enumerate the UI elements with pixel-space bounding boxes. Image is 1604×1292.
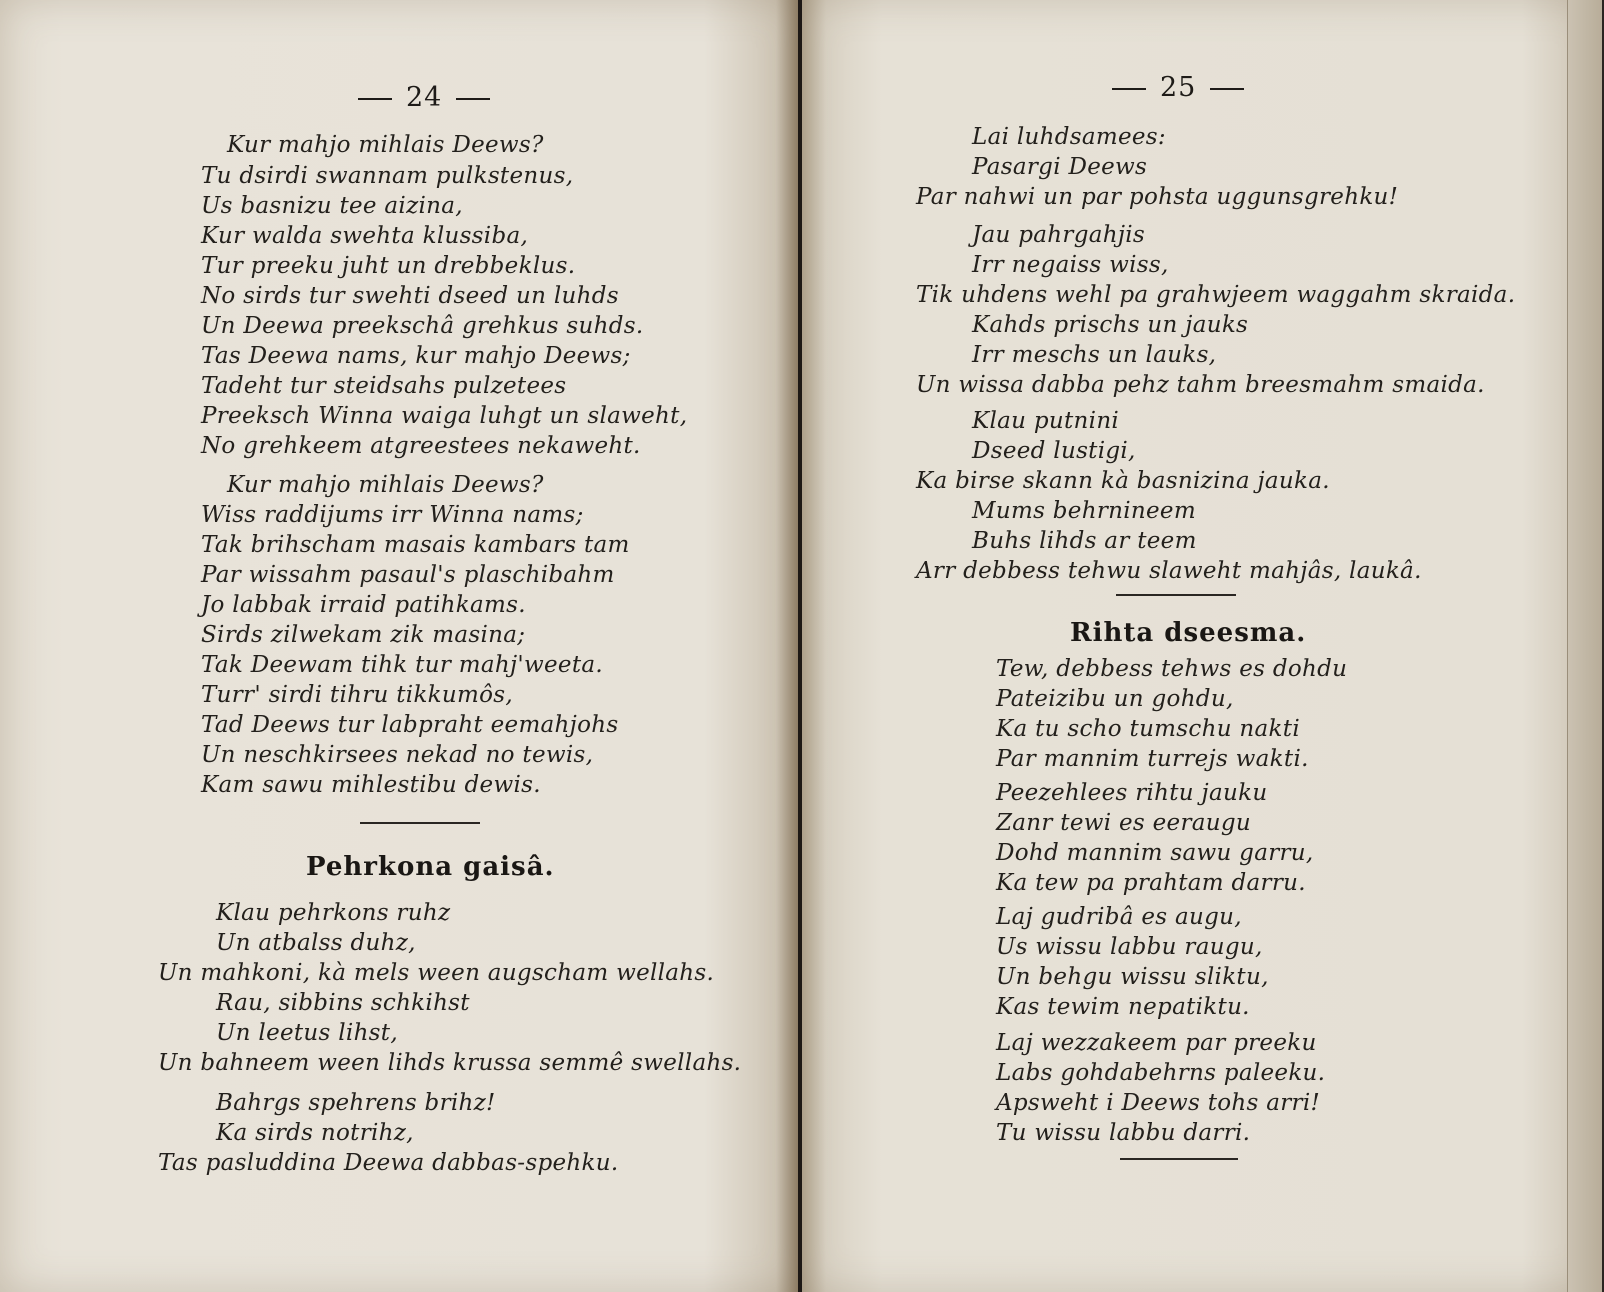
left-page xyxy=(0,0,801,1292)
verse-line: Kur mahjo mihlais Deews? xyxy=(227,472,544,498)
verse-line: Kahds prischs un jauks xyxy=(972,312,1249,338)
verse-line: Par nahwi un par pohsta uggunsgrehku! xyxy=(916,184,1399,210)
verse-line: Dohd mannim sawu garru, xyxy=(996,840,1314,866)
verse-line: No sirds tur swehti dseed un luhds xyxy=(201,283,619,309)
verse-line: Peezehlees rihtu jauku xyxy=(996,780,1268,806)
verse-line: Jau pahrgahjis xyxy=(972,222,1146,248)
right-page-number: 25 xyxy=(1098,72,1258,103)
verse-line: Rau, sibbins schkihst xyxy=(216,990,470,1016)
verse-line: Bahrgs spehrens brihz! xyxy=(216,1090,496,1116)
verse-line: Laj gudribâ es augu, xyxy=(996,904,1242,930)
verse-line: Kam sawu mihlestibu dewis. xyxy=(201,772,541,798)
verse-line: Zanr tewi es eeraugu xyxy=(996,810,1252,836)
section-divider xyxy=(1120,1158,1238,1160)
verse-line: Lai luhdsamees: xyxy=(972,124,1166,150)
verse-line: Un atbalss duhz, xyxy=(216,930,416,956)
verse-line: Buhs lihds ar teem xyxy=(972,528,1197,554)
verse-line: Laj wezzakeem par preeku xyxy=(996,1030,1317,1056)
verse-line: Un behgu wissu sliktu, xyxy=(996,964,1269,990)
verse-line: Apsweht i Deews tohs arri! xyxy=(996,1090,1321,1116)
verse-line: Klau pehrkons ruhz xyxy=(216,900,451,926)
section-divider xyxy=(360,822,480,824)
verse-line: Tad Deews tur labpraht eemahjohs xyxy=(201,712,619,738)
verse-line: Tik uhdens wehl pa grahwjeem waggahm skraida. xyxy=(916,282,1516,308)
verse-line: Tew, debbess tehws es dohdu xyxy=(996,656,1348,682)
verse-line: Pateizibu un gohdu, xyxy=(996,686,1234,712)
verse-line: Tu dsirdi swannam pulkstenus, xyxy=(201,163,574,189)
verse-line: Mums behrnineem xyxy=(972,498,1196,524)
verse-line: Tak Deewam tihk tur mahj'weeta. xyxy=(201,652,603,678)
verse-line: Dseed lustigi, xyxy=(972,438,1136,464)
verse-line: Kur walda swehta klussiba, xyxy=(201,223,529,249)
verse-line: Tadeht tur steidsahs pulzetees xyxy=(201,373,567,399)
verse-line: Tas Deewa nams, kur mahjo Deews; xyxy=(201,343,631,369)
left-page-number: 24 xyxy=(344,82,504,113)
verse-line: Un Deewa preekschâ grehkus suhds. xyxy=(201,313,644,339)
poem-title: Rihta dseesma. xyxy=(1070,618,1307,648)
verse-line: Tur preeku juht un drebbeklus. xyxy=(201,253,576,279)
verse-line: Jo labbak irraid patihkams. xyxy=(201,592,526,618)
verse-line: Un mahkoni, kà mels ween augscham wellahs. xyxy=(158,960,715,986)
verse-line: No grehkeem atgreestees nekaweht. xyxy=(201,433,641,459)
page-edge-stack xyxy=(1567,0,1602,1292)
verse-line: Pasargi Deews xyxy=(972,154,1148,180)
verse-line: Us basnizu tee aizina, xyxy=(201,193,463,219)
verse-line: Par mannim turrejs wakti. xyxy=(996,746,1309,772)
right-page xyxy=(802,0,1602,1292)
verse-line: Ka tew pa prahtam darru. xyxy=(996,870,1306,896)
verse-line: Preeksch Winna waiga luhgt un slaweht, xyxy=(201,403,688,429)
verse-line: Kur mahjo mihlais Deews? xyxy=(227,132,544,158)
verse-line: Arr debbess tehwu slaweht mahjâs, laukâ. xyxy=(916,558,1422,584)
verse-line: Tak brihscham masais kambars tam xyxy=(201,532,630,558)
verse-line: Ka birse skann kà basnizina jauka. xyxy=(916,468,1330,494)
verse-line: Us wissu labbu raugu, xyxy=(996,934,1263,960)
verse-line: Klau putnini xyxy=(972,408,1120,434)
poem-title: Pehrkona gaisâ. xyxy=(306,852,555,882)
verse-line: Tas pasluddina Deewa dabbas-spehku. xyxy=(158,1150,619,1176)
verse-line: Irr negaiss wiss, xyxy=(972,252,1169,278)
verse-line: Turr' sirdi tihru tikkumôs, xyxy=(201,682,514,708)
section-divider xyxy=(1116,594,1236,596)
verse-line: Tu wissu labbu darri. xyxy=(996,1120,1251,1146)
verse-line: Ka sirds notrihz, xyxy=(216,1120,414,1146)
verse-line: Ka tu scho tumschu nakti xyxy=(996,716,1300,742)
verse-line: Par wissahm pasaul's plaschibahm xyxy=(201,562,615,588)
verse-line: Un wissa dabba pehz tahm breesmahm smaida. xyxy=(916,372,1485,398)
verse-line: Wiss raddijums irr Winna nams; xyxy=(201,502,584,528)
verse-line: Sirds zilwekam zik masina; xyxy=(201,622,526,648)
verse-line: Kas tewim nepatiktu. xyxy=(996,994,1250,1020)
verse-line: Un neschkirsees nekad no tewis, xyxy=(201,742,594,768)
verse-line: Un leetus lihst, xyxy=(216,1020,398,1046)
verse-line: Irr meschs un lauks, xyxy=(972,342,1217,368)
verse-line: Un bahneem ween lihds krussa semmê swellahs. xyxy=(158,1050,742,1076)
verse-line: Labs gohdabehrns paleeku. xyxy=(996,1060,1326,1086)
